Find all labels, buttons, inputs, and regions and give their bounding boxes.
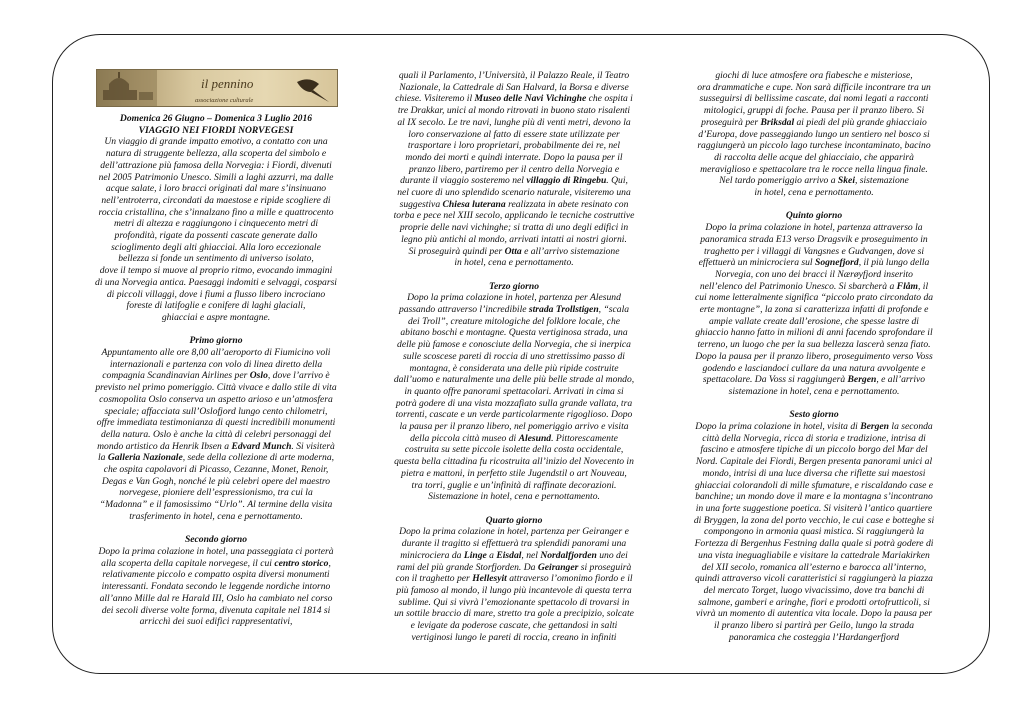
text-line: godendo e lasciandoci cullare da una natura avvolgente e — [702, 362, 926, 374]
text-line: di raccolta delle acque del ghiacciaio, che apparirà — [714, 151, 914, 163]
text-line: dei Troll”, creature mitologiche del folklore locale, che — [408, 315, 620, 327]
text-line: metri di altezza e raggiungono i cinquecento metri di — [113, 218, 319, 230]
text-line: chiese. Visiteremo il Museo delle Navi Vichinghe che ospita i — [395, 93, 633, 105]
text-line: Dopo la prima colazione in hotel, partenza attraverso la — [705, 222, 923, 234]
text-line: erte montagne”, la zona si caratterizza infatti di profonde e — [699, 304, 929, 316]
text-line: Un viaggio di grande impatto emotivo, a contatto con una — [104, 136, 328, 148]
day5-paragraph — [670, 222, 958, 398]
text-line: quali il Parlamento, l’Università, il Palazzo Reale, il Teatro — [398, 70, 630, 81]
text-line: di Bryggen, la zona del porto vecchio, le cui case e botteghe si — [693, 514, 935, 526]
text-line: torrenti, cascate e un verde particolarmente rigoglioso. Dopo — [395, 409, 633, 421]
text-line: Nel tardo pomeriggio arrivo a Skei, sistemazione — [719, 175, 909, 187]
text-line: Degas e Van Gogh, nonché le più celebri opere del maestro — [101, 475, 331, 487]
text-line: ora drammatiche e cupe. Non sarà difficile incontrare tra un — [697, 81, 931, 93]
text-line: in una forte suggestione poetica. Si visiterà l’antico quartiere — [695, 502, 933, 514]
text-line: dei secoli diverse volte forma, divenuta capitale nel 1814 si — [101, 604, 331, 616]
text-line: Si proseguirà quindi per Otta e all’arrivo sistemazione — [408, 245, 620, 257]
text-line: giochi di luce atmosfere ora fiabesche e misteriose, — [715, 70, 913, 81]
text-line: interessanti. Fondata secondo le leggende nordiche intorno — [101, 581, 331, 593]
text-line: speciale; affacciata sull’Oslofjord lungo cento chilometri, — [104, 405, 328, 417]
text-line: trasportare i loro proprietari, probabilmente dei re, nel — [407, 140, 621, 152]
text-line: banchine; un mondo dove il mare e la montagna s’incontrano — [695, 491, 933, 503]
text-line: effettuerà un minicrociera sul Sognefjord, il più lungo della — [698, 257, 930, 269]
text-line: offre immediata testimonianza di questi incredibili monumenti — [96, 417, 336, 429]
text-line: dove il tempo si muove al proprio ritmo, evocando immagini — [99, 265, 333, 277]
text-line: della piccola città museo di Alesund. Pittorescamente — [410, 432, 618, 444]
text-line: spettacolare. Da Voss si raggiungerà Bergen, e all’arrivo — [702, 374, 926, 386]
text-line: cui nome letteralmente significa “piccolo prato circondato da — [694, 292, 934, 304]
text-line: del XII secolo, romanica all’esterno e barocca all’interno, — [701, 561, 927, 573]
text-line: la pausa per il pranzo libero, nel pomeriggio arrivo e visita — [399, 421, 629, 433]
text-line: rami del più grande Storfjorden. Da Geiranger si proseguirà — [396, 561, 632, 573]
trip-title: VIAGGIO NEI FIORDI NORVEGESI — [138, 124, 294, 136]
day1-paragraph — [72, 347, 360, 523]
text-line: tre Drakkar, unici al mondo ritrovati in buono stato risalenti — [397, 105, 631, 117]
text-line: natura di struggente bellezza, alla scoperta del simbolo e — [105, 148, 327, 160]
text-line: quindi attraverso vicoli caratteristici si raggiungerà la piazza — [695, 573, 933, 585]
text-line: ghiacciai colorandoli di mille sfumature, e riscaldando case e — [694, 479, 934, 491]
text-line: legno più antichi al mondo, arrivati intatti ai nostri giorni. — [401, 233, 627, 245]
day4-continued-paragraph — [670, 70, 958, 199]
text-line: con il traghetto per Hellesyit attraverso l’omonimo fiordo e il — [395, 573, 633, 585]
day3-paragraph — [370, 292, 658, 503]
day4-heading: Quarto giorno — [485, 514, 543, 526]
text-line: questa bella cittadina fu ricostruita all’inizio del Novecento in — [394, 456, 634, 468]
text-line: loro conservazione al fatto di essere state utilizzate per — [408, 128, 620, 140]
text-line: dell’attrazione più famosa della Norvegia: i Fiordi, divenuti — [100, 159, 332, 171]
text-line: e levigate da poderose cascate, che gettandosi in salti — [410, 620, 618, 632]
text-line: la Galleria Nazionale, sede della collezione di arte moderna, — [97, 452, 335, 464]
text-line: della natura. Oslo è anche la città di celebri personaggi del — [101, 428, 331, 440]
text-line: norvegese, pioniere dell’espressionismo, tra cui la — [119, 487, 313, 499]
text-line: mitologici, gruppi di foche. Pausa per il pranzo libero. Si — [703, 105, 925, 117]
text-line: Dopo la pausa per il pranzo libero, proseguimento verso Voss — [695, 350, 933, 362]
text-line: bellezza si fonde un sentimento di universo isolato, — [118, 253, 314, 265]
text-line: delle più famose e conosciute della Norvegia, che si inerpica — [397, 339, 631, 351]
text-line: di una Norvegia antica. Paesaggi indomiti e selvaggi, cosparsi — [95, 276, 337, 288]
text-line: roccia cristallina, che s’innalzano fino a mille e quattrocento — [98, 206, 334, 218]
text-line: una vista ineguagliabile e visitare la cattedrale Mariakirken — [698, 549, 930, 561]
text-line: montagna, è considerata una delle più ripide costruite — [409, 362, 619, 374]
text-line: terreno, un luogo che per la sua bellezza lascerà senza fiato. — [697, 339, 931, 351]
text-line: raggiungerà un piccolo lago turchese incontaminato, bacino — [697, 140, 931, 152]
text-line: nel 2005 Patrimonio Unesco. Simili a laghi azzurri, ma dalle — [98, 171, 334, 183]
text-line: nel cuore di uno splendido scenario naturale, visiteremo una — [397, 187, 631, 199]
text-line: d’Europa, dove passeggiando lungo un sentiero nel bosco si — [698, 128, 930, 140]
text-line: potrà godere di una vista mozzafiato sulla grande vallata, tra — [395, 397, 633, 409]
column-left — [72, 69, 360, 628]
text-line: Dopo la prima colazione in hotel, una passeggiata ci porterà — [98, 545, 334, 557]
text-line: in hotel, cena e pernottamento. — [754, 187, 874, 199]
text-line: passando attraverso l’incredibile strada Trollstigen, “scala — [398, 304, 630, 316]
text-line: un sottile braccio di mare, stretto tra gole a precipizio, solcate — [394, 608, 634, 620]
text-line: acque salate, i loro bracci originati dal mare s’insinuano — [105, 183, 327, 195]
text-line: “Madonna” e il famosissimo “Urlo”. Al termine della visita — [99, 499, 333, 511]
text-line: sublime. Qui si vivrà l’emozionante spettacolo di trovarsi in — [398, 596, 630, 608]
text-line: di piccoli villaggi, dove i fiumi a flusso libero incrociano — [106, 288, 326, 300]
day6-paragraph — [670, 421, 958, 643]
text-line: Appuntamento alle ore 8,00 all’aeroporto di Fiumicino voli — [101, 347, 331, 359]
text-line: sulle scoscese pareti di roccia di uno strettissimo passo di — [403, 350, 625, 362]
day1-heading: Primo giorno — [189, 335, 243, 347]
day4-paragraph — [370, 526, 658, 643]
trip-dates: Domenica 26 Giugno – Domenica 3 Luglio 2016 — [119, 113, 313, 124]
text-line: panoramica strada E13 verso Dragsvik e proseguimento in — [700, 233, 928, 245]
text-line: compongono in armonia quasi mistica. Si raggiungerà la — [703, 526, 925, 538]
text-line: all’anno Mille dal re Harald III, Oslo ha cambiato nel corso — [99, 592, 333, 604]
text-line: susseguirsi di bellissime cascate, dai nomi legati a racconti — [699, 93, 929, 105]
day2-continued-paragraph — [370, 70, 658, 269]
text-line: relativamente piccolo e compatto ospita diversi monumenti — [102, 569, 330, 581]
text-line: vertiginosi lungo le pareti di roccia, creano in infiniti — [411, 631, 617, 643]
text-line: mondo dei morti e quindi interrate. Dopo la pausa per il — [405, 151, 623, 163]
text-line: costruita su sette piccole isolette della costa occidentale, — [404, 444, 624, 456]
text-line: profondità, rigate da possenti cascate generate dallo — [114, 230, 318, 242]
logo-banner — [96, 69, 338, 107]
text-line: ampie vallate create dall’erosione, che spesse lastre di — [709, 315, 919, 327]
day5-heading: Quinto giorno — [785, 210, 843, 222]
text-line: proseguirà per Briksdal ai piedi del più grande ghiacciaio — [701, 116, 927, 128]
text-line: suggestiva Chiesa luterana realizzata in abete resinato con — [399, 198, 629, 210]
text-line: Nazionale, la Cattedrale di San Halvard, la Borsa e diverse — [399, 81, 629, 93]
day2-heading: Secondo giorno — [184, 534, 248, 546]
text-line: mondo, intrisi di una luce diversa che riflette sui maestosi — [702, 467, 926, 479]
day6-heading: Sesto giorno — [789, 409, 839, 421]
day3-heading: Terzo giorno — [488, 280, 540, 292]
text-line: abitano boschi e montagne. Questa vertiginosa strada, una — [400, 327, 628, 339]
text-line: del mercato Torget, luogo vivacissimo, dove tra banchi di — [703, 584, 925, 596]
text-line: al IX secolo. Le tre navi, lunghe più di venti metri, devono la — [397, 116, 631, 128]
text-line: torba e pece nel XIII secolo, applicando le tecniche costruttive — [393, 210, 635, 222]
text-line: il pranzo libero si partirà per Geilo, lungo la strada — [713, 620, 915, 632]
text-line: Norvegia, con uno dei bracci il Nærøyfjord inserito — [715, 268, 913, 280]
text-line: Dopo la prima colazione in hotel, partenza per Alesund — [407, 292, 621, 304]
intro-paragraph — [72, 136, 360, 323]
text-line: più famoso al mondo, il lungo più incantevole di questa terra — [396, 584, 632, 596]
text-line: traghetto per i villaggi di Vangsnes e Gudvangen, dove si — [703, 245, 925, 257]
text-line: Nord. Capitale dei Fiordi, Bergen presenta panorami unici al — [695, 456, 933, 468]
text-line: sistemazione in hotel, cena e pernottamento. — [728, 385, 900, 397]
text-line: nell’elenco del Patrimonio Unesco. Si sbarcherà a Flåm, il — [699, 280, 929, 292]
text-line: in quanto offre panorami spettacolari. Arrivati in cima si — [404, 385, 624, 397]
text-line: durante il viaggio sosteremo nel villaggio di Ringebu. Qui, — [400, 175, 628, 187]
text-line: vivrà un momento di autentica vita locale. Dopo la pausa per — [695, 608, 933, 620]
text-line: salmone, gamberi e aringhe, fiori e prodotti ortofrutticoli, si — [698, 596, 930, 608]
text-line: panoramica che costeggia l’Hardangerfjord — [728, 631, 900, 643]
text-line: Fortezza di Bergenhus Festning dalla quale si potrà godere di — [694, 538, 934, 550]
text-line: arricchì dei suoi edifici rappresentativi, — [139, 616, 293, 628]
text-line: scioglimento degli alti ghiacciai. Alla loro eccezionale — [111, 241, 321, 253]
text-line: durante il tragitto si effettuerà tra splendidi panorami una — [401, 538, 627, 550]
column-right — [670, 70, 958, 643]
column-middle — [370, 70, 658, 643]
text-line: proprie delle navi vichinghe; si tratta di uno degli edifici in — [399, 222, 629, 234]
text-line: Dopo la prima colazione in hotel, visita di Bergen la seconda — [695, 421, 933, 433]
text-line: pietra e mattoni, in perfetto stile Jugendstil o art Nouveau, — [401, 467, 627, 479]
text-line: fascino e atmosfere tipiche di un piccolo borgo del Mar del — [700, 444, 928, 456]
text-line: alla scoperta della capitale norvegese, il cui centro storico, — [101, 557, 331, 569]
text-line: ghiaccio hanno fatto in milioni di anni facendo sprofondare il — [695, 327, 933, 339]
text-line: Sistemazione in hotel, cena e pernottamento. — [428, 491, 600, 503]
text-line: trasferimento in hotel, cena e pernottamento. — [129, 510, 303, 522]
text-line: foreste di latifoglie e conifere di laghi glaciali, — [126, 300, 306, 312]
text-line: tra torri, guglie e un’infinità di raffinate decorazioni. — [411, 479, 617, 491]
text-line: previsto nel primo pomeriggio. Città vivace e dallo stile di vita — [95, 382, 337, 394]
text-line: cosmopolita Oslo conserva un aspetto arioso e un’atmosfera — [99, 393, 333, 405]
text-line: Dopo la prima colazione in hotel, partenza per Geiranger e — [399, 526, 629, 538]
logo-name: il pennino — [201, 76, 254, 91]
text-line: minicrociera da Linge a Eisdal, nel Nordalfjorden uno dei — [400, 549, 628, 561]
day2-paragraph — [72, 546, 360, 628]
text-line: che ospita capolavori di Picasso, Cezanne, Monet, Renoir, — [103, 464, 329, 476]
text-line: ghiacciai e aspre montagne. — [161, 311, 271, 323]
logo-subtitle: associazione culturale — [195, 97, 254, 104]
text-line: mondo artistico da Henrik Ibsen a Edvard Munch. Si visiterà — [97, 440, 335, 452]
text-line: compagnia Scandinavian Airlines per Oslo, dove l’arrivo è — [102, 370, 330, 382]
text-line: nell’entroterra, circondati da maestose e ripide scogliere di — [101, 194, 331, 206]
text-line: internazionali e partenza con volo di linea diretto della — [109, 358, 323, 370]
text-line: meraviglioso e spettacolare tra le rocce nella lingua finale. — [700, 163, 928, 175]
text-line: dall’uomo e naturalmente una delle più belle strade al mondo, — [393, 374, 635, 386]
text-line: in hotel, cena e pernottamento. — [454, 257, 574, 269]
text-line: pranzo libero, partiremo per il centro della Norvegia e — [408, 163, 620, 175]
text-line: città della Norvegia, ricca di storia e tradizione, intrisa di — [702, 432, 926, 444]
